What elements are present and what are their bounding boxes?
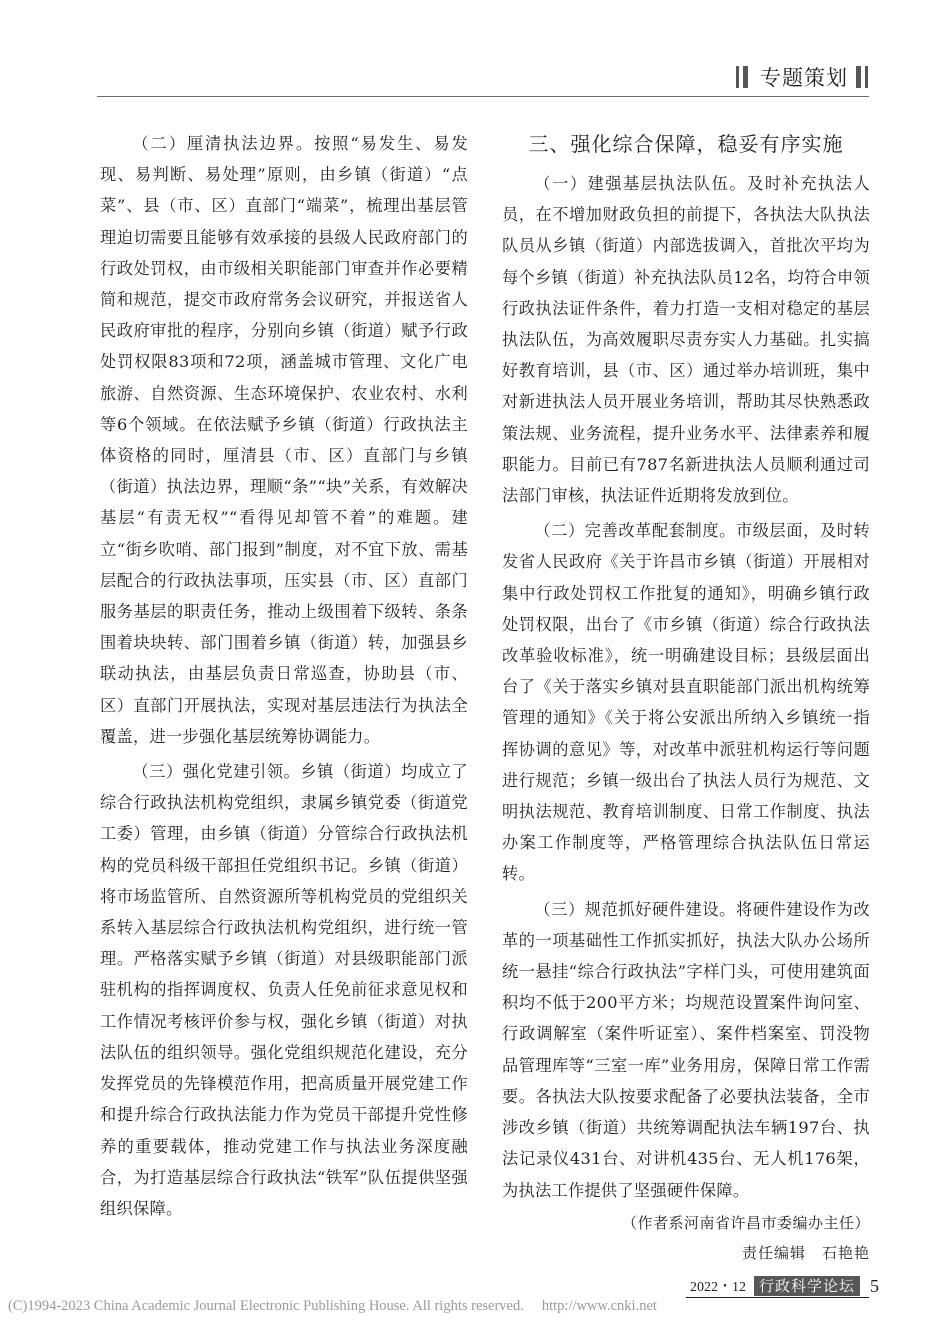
- paragraph-party-building: （三）强化党建引领。乡镇（街道）均成立了综合行政执法机构党组织，隶属乡镇党委（街道党工委）管理，由乡镇（街道）分管综合行政执法机构的党员科级干部担任党组织书记。乡镇（街道）将市场监管所、自然资源所等机构党员的党组织关系转入基层综合行政执法机构党组织，进行统一管理。严格落实赋予乡镇（街道）对县级职能部门派驻机构的指挥调度权、负责人任免前征求意见权和工作情况考核评价参与权，强化乡镇（街道）对执法队伍的组织领导。强化党组织规范化建设，充分发挥党员的先锋模范作用，把高质量开展党建工作和提升综合行政执法能力作为党员干部提升党性修养的重要载体，推动党建工作与执法业务深度融合，为打造基层综合行政执法“铁军”队伍提供坚强组织保障。: [100, 762, 468, 1218]
- copyright-text: (C)1994-2023 China Academic Journal Electronic Publishing House. All rights reserved.: [8, 1298, 524, 1314]
- section-header: [736, 62, 872, 92]
- issue-number: 2022・12: [690, 1280, 746, 1295]
- paragraph-hardware: （三）规范抓好硬件建设。将硬件建设作为改革的一项基础性工作抓实抓好，执法大队办公场所统一悬挂“综合行政执法”字样门头，可使用建筑面积均不低于200平方米；均规范设置案件询问室、行政调解室（案件听证室）、案件档案室、罚没物品管理库等“三室一库”业务用房，保障日常工作需要。各执法大队按要求配备了必要执法装备，全市涉改乡镇（街道）共统筹调配执法车辆197台、执法记录仪431台、对讲机435台、无人机176架，为执法工作提供了坚强硬件保障。: [502, 899, 870, 1200]
- section-title: 三、强化综合保障，稳妥有序实施: [528, 132, 844, 156]
- header-divider: [97, 96, 869, 97]
- paragraph-build-team: （一）建强基层执法队伍。及时补充执法人员，在不增加财政负担的前提下，各执法大队执法队员从乡镇（街道）内部选拔调入，首批次平均为每个乡镇（街道）补充执法队员12名，均符合申领行政执法证件条件，着力打造一支相对稳定的基层执法队伍，为高效履职尽责夯实人力基础。扎实搞好教育培训，县（市、区）通过举办培训班，集中对新进执法人员开展业务培训，帮助其尽快熟悉政策法规、业务流程，提升业务水平、法律素养和履职能力。目前已有787名新进执法人员顺利通过司法部门审核，执法证件近期将发放到位。: [502, 174, 870, 506]
- page-footer: [690, 1275, 879, 1297]
- author-note: （作者系河南省许昌市委编办主任）: [621, 1213, 870, 1232]
- footer-divider: [686, 1297, 869, 1298]
- paragraph-supporting-systems: （二）完善改革配套制度。市级层面，及时转发省人民政府《关于许昌市乡镇（街道）开展相对集中行政处罚权工作批复的通知》，明确乡镇行政处罚权限，出台了《市乡镇（街道）综合行政执法改革验收标准》，统一明确建设目标；县级层面出台了《关于落实乡镇对县直职能部门派出机构统筹管理的通知》《关于将公安派出所纳入乡镇统一指挥协调的意见》等，对改革中派驻机构运行等问题进行规范；乡镇一级出台了执法人员行为规范、文明执法规范、教育培训制度、日常工作制度、执法办案工作制度等，严格管理综合执法队伍日常运转。: [502, 521, 870, 884]
- journal-name: 行政科学论坛: [754, 1276, 860, 1296]
- right-column: [502, 128, 870, 1268]
- page-number: 5: [870, 1275, 880, 1296]
- decorative-bars-left: [736, 66, 752, 88]
- editor-credit: 责任编辑 石艳艳: [741, 1243, 870, 1262]
- cnki-link[interactable]: http://www.cnki.net: [541, 1298, 657, 1314]
- section-label: 专题策划: [760, 66, 848, 90]
- decorative-bars-right: [856, 66, 872, 88]
- paragraph-clarify-boundaries: （二）厘清执法边界。按照“易发生、易发现、易判断、易处理”原则，由乡镇（街道）“点菜”、县（市、区）直部门“端菜”，梳理出基层管理迫切需要且能够有效承接的县级人民政府部门的行政处罚权，由市级相关职能部门审查并作必要精简和规范，提交市政府常务会议研究，并报送省人民政府审批的程序，分别向乡镇（街道）赋予行政处罚权限83项和72项，涵盖城市管理、文化广电旅游、自然资源、生态环境保护、农业农村、水利等6个领域。在依法赋予乡镇（街道）行政执法主体资格的同时，厘清县（市、区）直部门与乡镇（街道）执法边界，理顺“条”“块”关系，有效解决基层“有责无权”“看得见却管不着”的难题。建立“街乡吹哨、部门报到”制度，对不宜下放、需基层配合的行政执法事项，压实县（市、区）直部门服务基层的职责任务，推动上级围着下级转、条条围着块块转、部门围着乡镇（街道）转，加强县乡联动执法，由基层负责日常巡查，协助县（市、区）直部门开展执法，实现对基层违法行为执法全覆盖，进一步强化基层统筹协调能力。: [100, 134, 468, 746]
- copyright-notice: [8, 1298, 657, 1315]
- left-column: [100, 128, 468, 1224]
